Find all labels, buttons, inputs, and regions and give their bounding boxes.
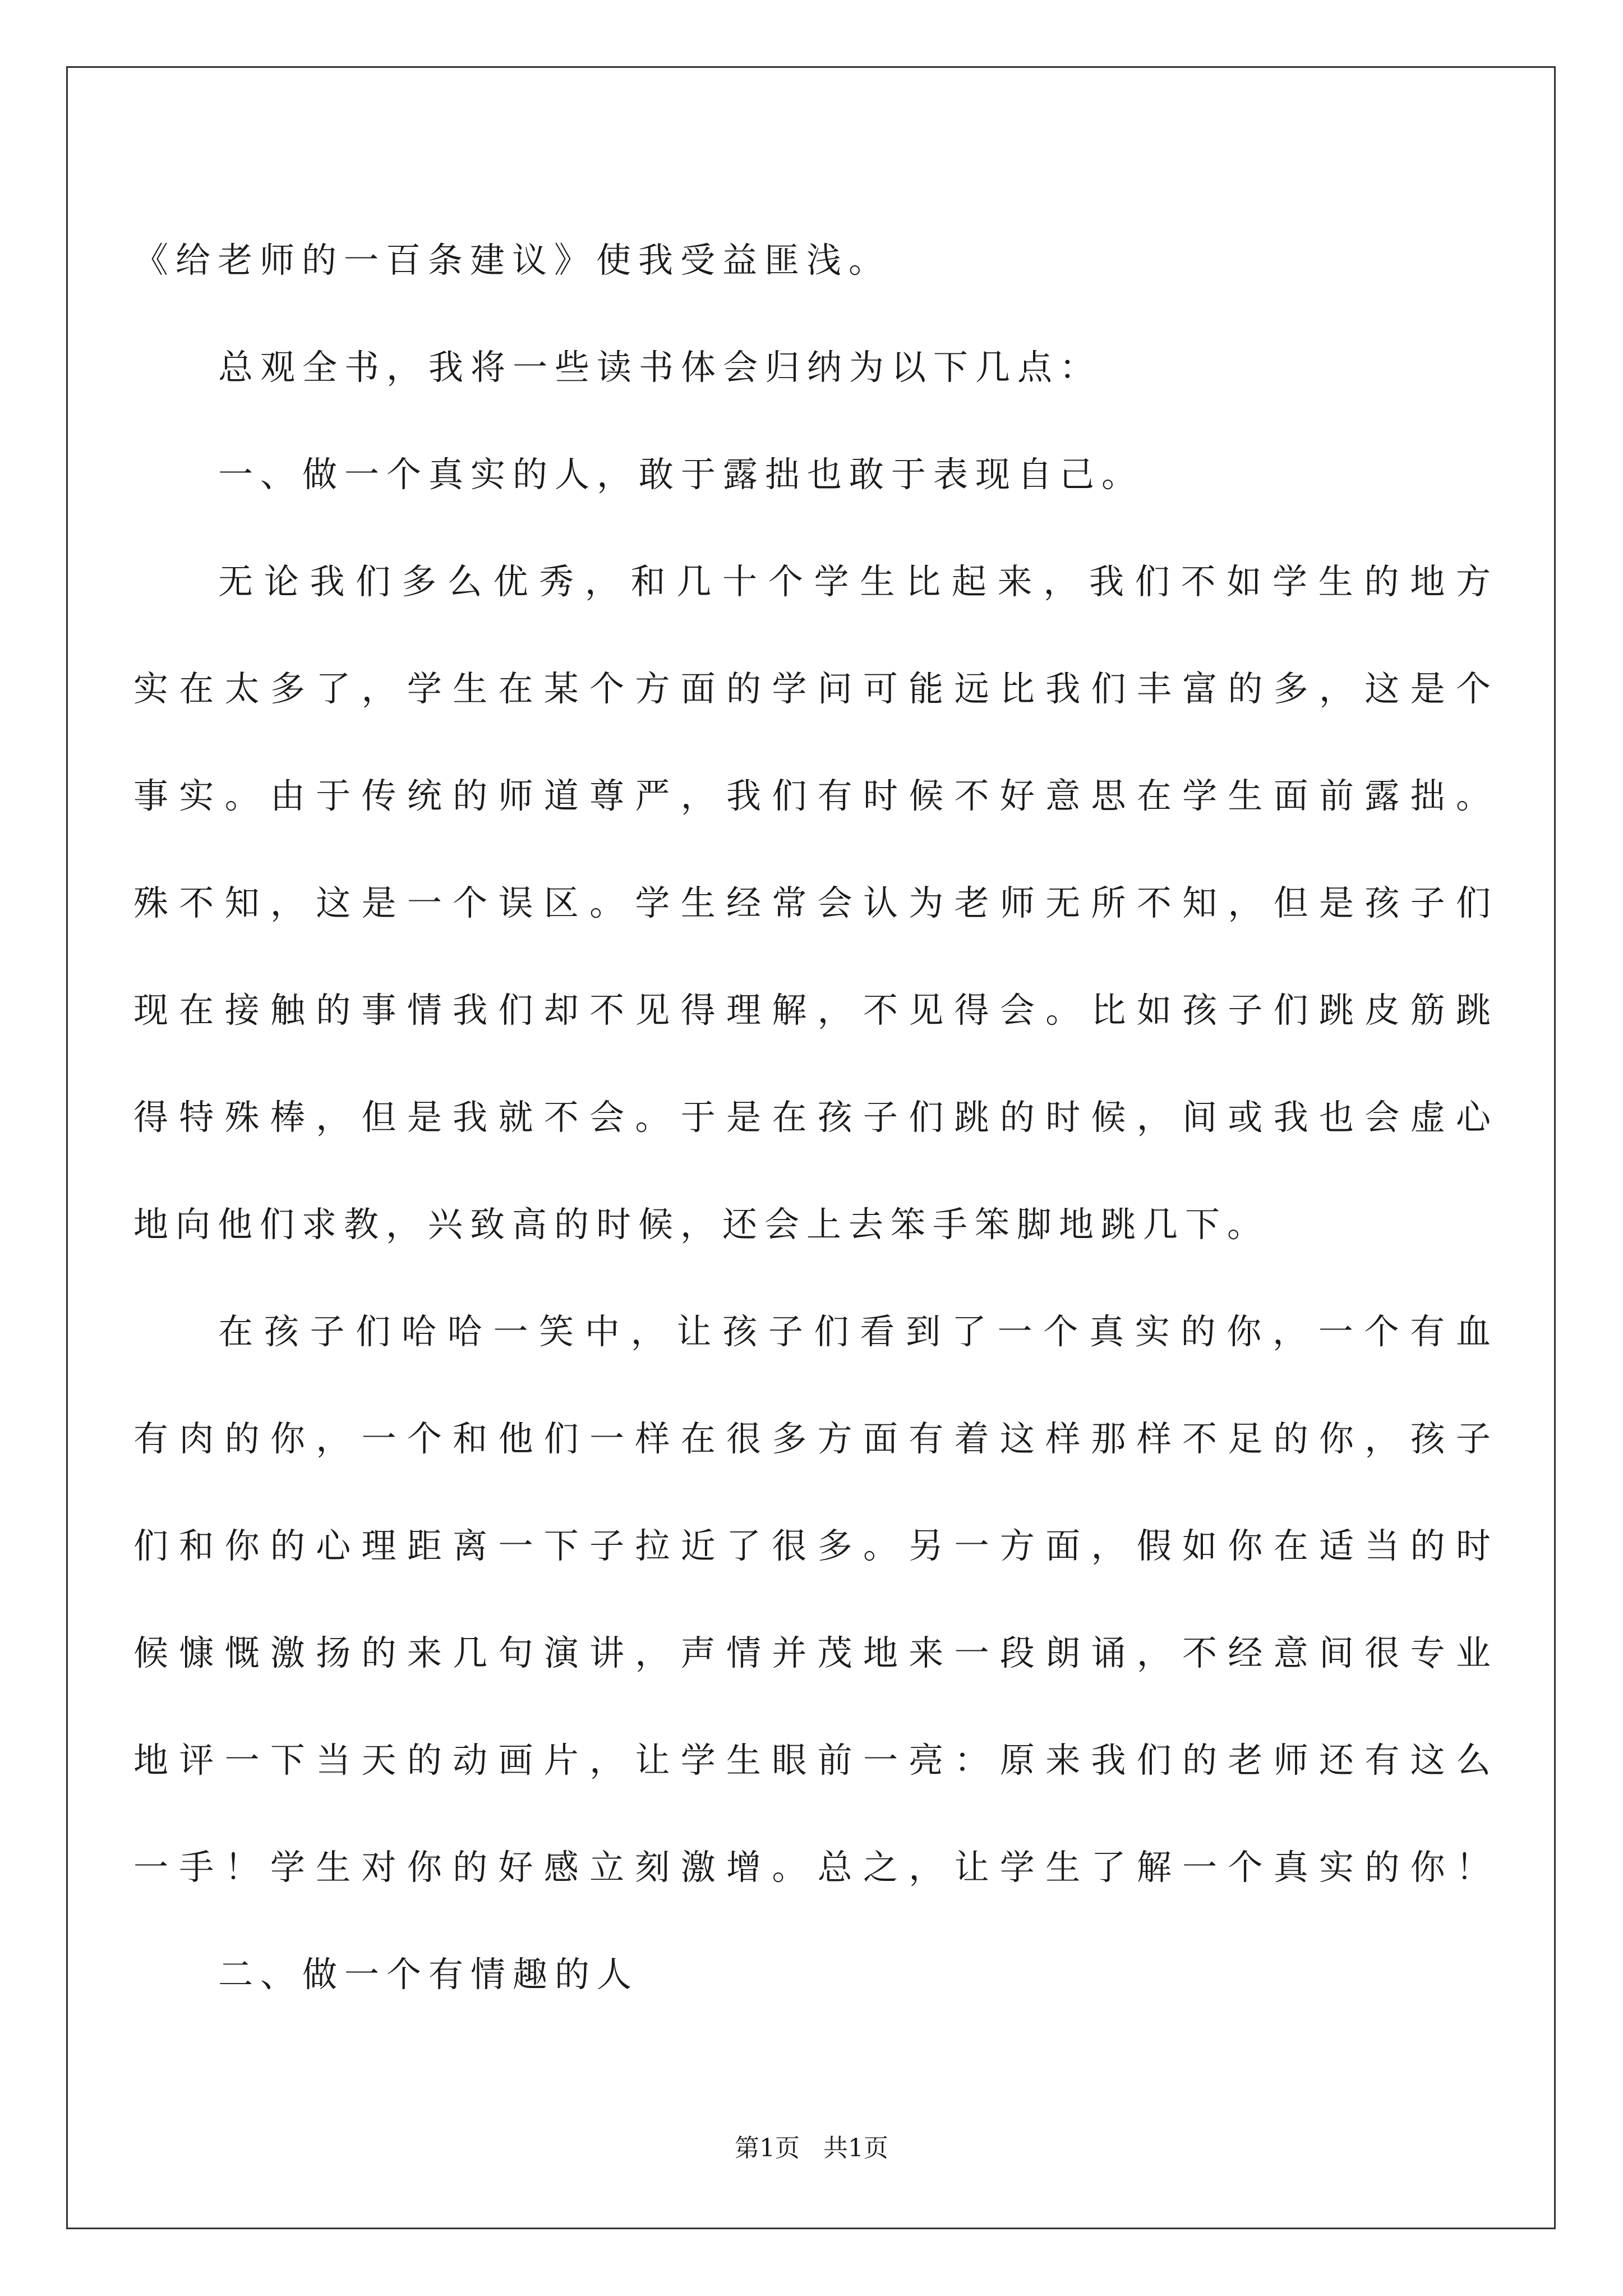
text-line: 现在接触的事情我们却不见得理解，不见得会。比如孩子们跳皮筋跳 [133,990,1491,1030]
text-line: 《给老师的一百条建议》使我受益匪浅。 [133,240,891,280]
text-line: 事实。由于传统的师道尊严，我们有时候不好意思在学生面前露拙。 [133,775,1491,816]
text-line: 一手！学生对你的好感立刻激增。总之，让学生了解一个真实的你！ [133,1847,1491,1888]
text-line: 在孩子们哈哈一笑中，让孩子们看到了一个真实的你，一个有血 [218,1311,1491,1352]
page-total: 共1页 [823,2134,888,2162]
text-line: 总观全书，我将一些读书体会归纳为以下几点： [218,347,1102,388]
section-heading: 二、做一个有情趣的人 [218,1954,639,1995]
text-line: 地向他们求教，兴致高的时候，还会上去笨手笨脚地跳几下。 [133,1204,1270,1245]
section-heading: 一、做一个真实的人，敢于露拙也敢于表现自己。 [218,454,1144,495]
text-line: 候慷慨激扬的来几句演讲，声情并茂地来一段朗诵，不经意间很专业 [133,1632,1491,1673]
document-body [133,206,1491,2028]
page-number: 第1页 [735,2134,800,2162]
page-footer [0,2132,1623,2165]
text-line: 们和你的心理距离一下子拉近了很多。另一方面，假如你在适当的时 [133,1525,1491,1566]
text-line: 无论我们多么优秀，和几十个学生比起来，我们不如学生的地方 [218,561,1491,602]
text-line: 得特殊棒，但是我就不会。于是在孩子们跳的时候，间或我也会虚心 [133,1097,1491,1138]
text-line: 殊不知，这是一个误区。学生经常会认为老师无所不知，但是孩子们 [133,882,1491,923]
text-line: 地评一下当天的动画片，让学生眼前一亮：原来我们的老师还有这么 [133,1740,1491,1780]
text-line: 实在太多了，学生在某个方面的学问可能远比我们丰富的多，这是个 [133,668,1491,709]
text-line: 有肉的你，一个和他们一样在很多方面有着这样那样不足的你，孩子 [133,1418,1491,1459]
